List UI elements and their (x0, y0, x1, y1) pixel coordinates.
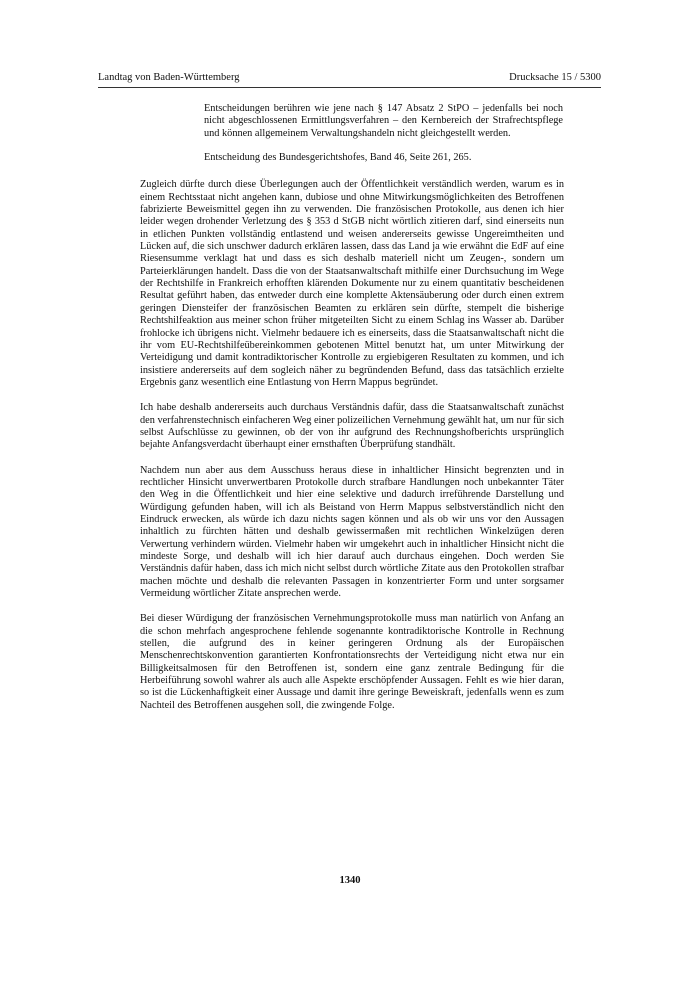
header-document-number: Drucksache 15 / 5300 (509, 72, 601, 83)
quote-source: Entscheidung des Bundesgerichtshofes, Band 46, Seite 261, 265. (204, 152, 472, 164)
page-number: 1340 (339, 875, 361, 886)
paragraph: Bei dieser Würdigung der französischen Vernehmungsprotokolle muss man natürlich von Anfang an die schon mehrfach angesprochene fehlende sogenannte kontradiktorische Kontrolle in Rechnung stellen, die aufgrund des in keiner geringeren Ordnung als der Europäischen Menschenrechtskonvention garantierten Konfrontationsrechts der Verteidigung nicht etwa nur ein Billigkeitsalmosen für den Betroffenen ist, sondern eine ganz zentrale Bedingung für die Herbeiführung sowohl wahrer als auch alle Aspekte erschöpfender Aussagen. Fehlt es wie hier daran, so ist die Lückenhaftigkeit einer Aussage und damit ihre geringe Beweiskraft, jedenfalls wenn es zum Nachteil des Betroffenen ausgehen soll, die zwingende Folge. (140, 613, 564, 711)
quote-text: Entscheidungen berühren wie jene nach § 147 Absatz 2 StPO – jedenfalls bei noch nicht abgeschlossenen Ermittlungsverfahren – den Kernbereich der Strafrechtspflege und können allgemeinem Verwaltungshandeln nicht gleichgestellt werden. (204, 103, 563, 139)
header-parliament: Landtag von Baden-Württemberg (98, 72, 240, 83)
paragraph: Zugleich dürfte durch diese Überlegungen auch der Öffentlichkeit verständlich werden, warum es in einem Rechtsstaat nicht angehen kann, dubiose und ohne Mitwirkungsmöglichkeiten des Betroffenen fabrizierte Beweismittel gegen ihn zu verwenden. Die französischen Protokolle, aus denen ich hier leider wegen drohender Verletzung des § 353 d StGB nicht wörtlich zitieren darf, sind einerseits nun in etlichen Punkten vollständig entlastend und weisen andererseits gewisse Ungereimtheiten und Lücken auf, die sich unschwer dadurch erklären lassen, dass das Land ja wie erwähnt die EdF auf eine Riesensumme verklagt hat und dass es sich deshalb materiell nicht um Zeugen-, sondern um Parteierklärungen handelt. Dass die von der Staatsanwaltschaft mithilfe einer Durchsuchung im Wege der Rechtshilfe in Frankreich erhofften klärenden Dokumente nur zu einem quantitativ bescheidenen Resultat geführt haben, das entweder durch eine komplette Aktensäuberung oder durch einen extrem geringen Diensteifer der französischen Beamten zu erklären sein dürfte, stempelt die bisherige Rechtshilfeaktion aus meiner schon früher mitgeteilten Sicht zu einem Schlag ins Wasser ab. Darüber frohlocke ich übrigens nicht. Vielmehr bedauere ich es einerseits, dass die Staatsanwaltschaft nicht die ihr vom EU-Rechtshilfeübereinkommen gebotenen Mittel benutzt hat, um unter Mitwirkung der Verteidigung und damit kontradiktorischer Kontrolle zu ergiebigeren Resultaten zu kommen, und ich insistiere andererseits auf dem sogleich näher zu begründenden Befund, dass das tatsächlich erzielte Ergebnis ganz wesentlich eine Entlastung von Herrn Mappus begründet. (140, 179, 564, 388)
paragraph: Nachdem nun aber aus dem Ausschuss heraus diese in inhaltlicher Hinsicht begrenzten und in rechtlicher Hinsicht unverwertbaren Protokolle durch strafbare Handlungen noch unbekannter Täter den Weg in die Öffentlichkeit und hier eine selektive und dadurch irreführende Darstellung und Würdigung gefunden haben, will ich als Beistand von Herrn Mappus selbstverständlich nicht den Eindruck erwecken, als würde ich dazu nichts sagen können und als ob wir uns vor den Aussagen inhaltlich zu fürchten hätten und deshalb gewissermaßen mit rechtlichen Winkelzügen deren Verwertung verhindern würden. Vielmehr haben wir umgekehrt auch in inhaltlicher Hinsicht nicht die mindeste Sorge, und deshalb will ich hier darauf auch durchaus eingehen. Doch werden Sie Verständnis dafür haben, dass ich mich nicht selbst durch wörtliche Zitate aus den Protokollen strafbar machen möchte und deshalb die relevanten Passagen in konzentrierter Form und unter sorgsamer Vermeidung wörtlicher Zitate ansprechen werde. (140, 464, 564, 600)
paragraph: Ich habe deshalb andererseits auch durchaus Verständnis dafür, dass die Staatsanwaltschaft zunächst den verfahrenstechnisch einfacheren Weg einer polizeilichen Vernehmung gewählt hat, um nur für sich selbst Aufschlüsse zu gewinnen, ob der von ihr aufgrund des Rechnungshofberichts ursprünglich bejahte Anfangsverdacht überhaupt einer ernsthaften Überprüfung standhält. (140, 402, 564, 451)
page-header (98, 72, 601, 84)
block-quote (204, 103, 563, 164)
header-rule (98, 87, 601, 88)
page-body (140, 103, 564, 712)
